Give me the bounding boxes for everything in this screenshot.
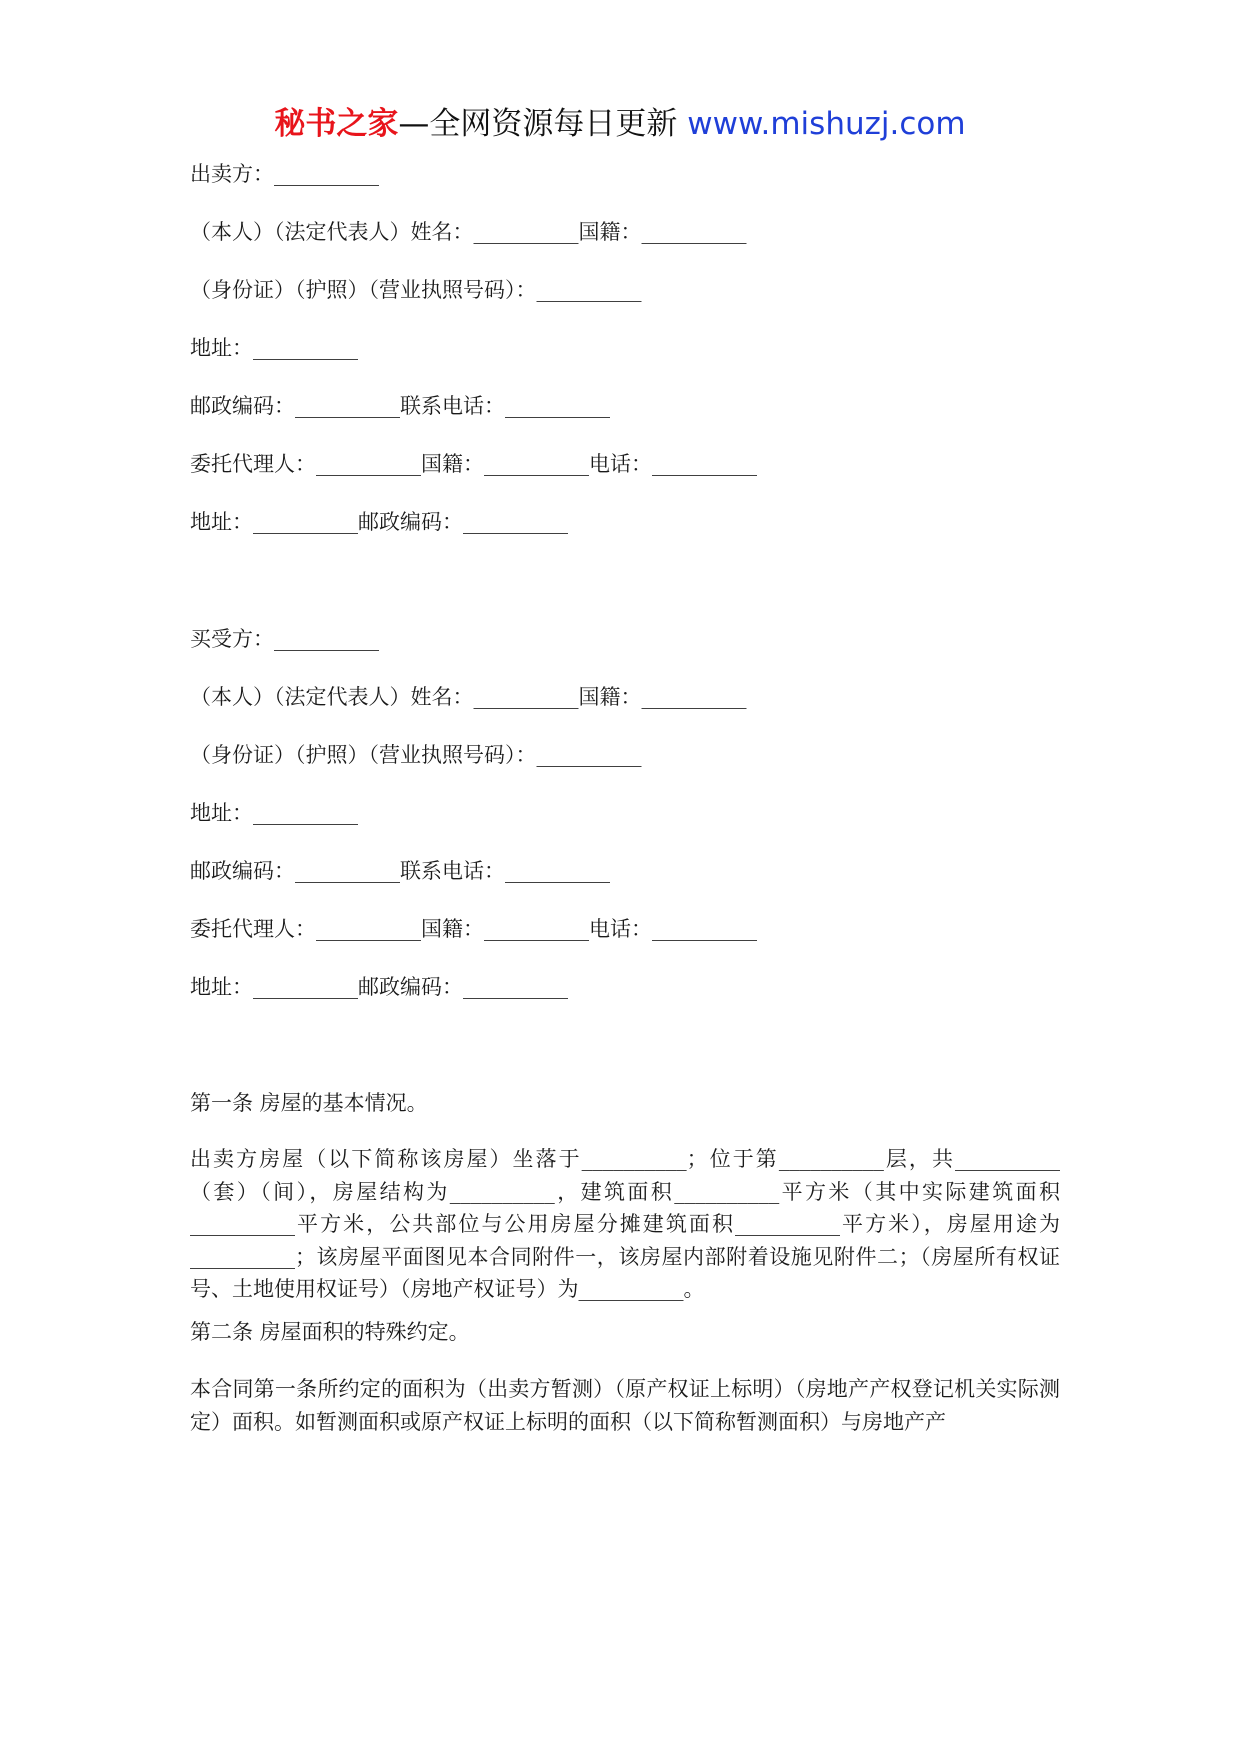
buyer-postal-line: 邮政编码：__________联系电话：__________ — [190, 859, 610, 883]
buyer-agent-address-line: 地址：__________邮政编码：__________ — [190, 975, 568, 999]
article2-body: 本合同第一条所约定的面积为（出卖方暂测）（原产权证上标明）（房地产产权登记机关实际测定）面积。如暂测面积或原产权证上标明的面积（以下简称暂测面积）与房地产产 — [190, 1377, 1060, 1434]
article1-body: 出卖方房屋（以下简称该房屋）坐落于__________；位于第__________层，共__________（套）（间），房屋结构为__________，建筑面积__________平方米（其中实际建筑面积__________平方米，公共部位与公用房屋分摊建筑面积__________平方米），房屋用途为__________；该房屋平面图见本合同附件一，该房屋内部附着设施见附件二；（房屋所有权证号、土地使用权证号）（房地产权证号）为__________。 — [190, 1147, 1060, 1301]
seller-title: 出卖方：__________ — [190, 162, 379, 186]
buyer-agent-line: 委托代理人：__________国籍：__________电话：__________ — [190, 917, 757, 941]
website-link[interactable]: www.mishuzj.com — [687, 106, 966, 142]
seller-agent-line: 委托代理人：__________国籍：__________电话：__________ — [190, 452, 757, 476]
buyer-address-line: 地址：__________ — [190, 801, 358, 825]
seller-address-line: 地址：__________ — [190, 336, 358, 360]
seller-name-line: （本人）（法定代表人）姓名：__________国籍：__________ — [190, 220, 747, 244]
brand-name: 秘书之家 — [274, 106, 399, 142]
seller-postal-line: 邮政编码：__________联系电话：__________ — [190, 394, 610, 418]
buyer-id-line: （身份证）（护照）（营业执照号码）：__________ — [190, 743, 642, 767]
seller-agent-address-line: 地址：__________邮政编码：__________ — [190, 510, 568, 534]
article2-heading: 第二条 房屋面积的特殊约定。 — [190, 1320, 470, 1344]
buyer-name-line: （本人）（法定代表人）姓名：__________国籍：__________ — [190, 685, 747, 709]
article1-heading: 第一条 房屋的基本情况。 — [190, 1091, 428, 1115]
buyer-title: 买受方：__________ — [190, 627, 379, 651]
header-banner — [0, 104, 1240, 144]
seller-id-line: （身份证）（护照）（营业执照号码）：__________ — [190, 278, 642, 302]
slogan: —全网资源每日更新 — [398, 106, 678, 142]
